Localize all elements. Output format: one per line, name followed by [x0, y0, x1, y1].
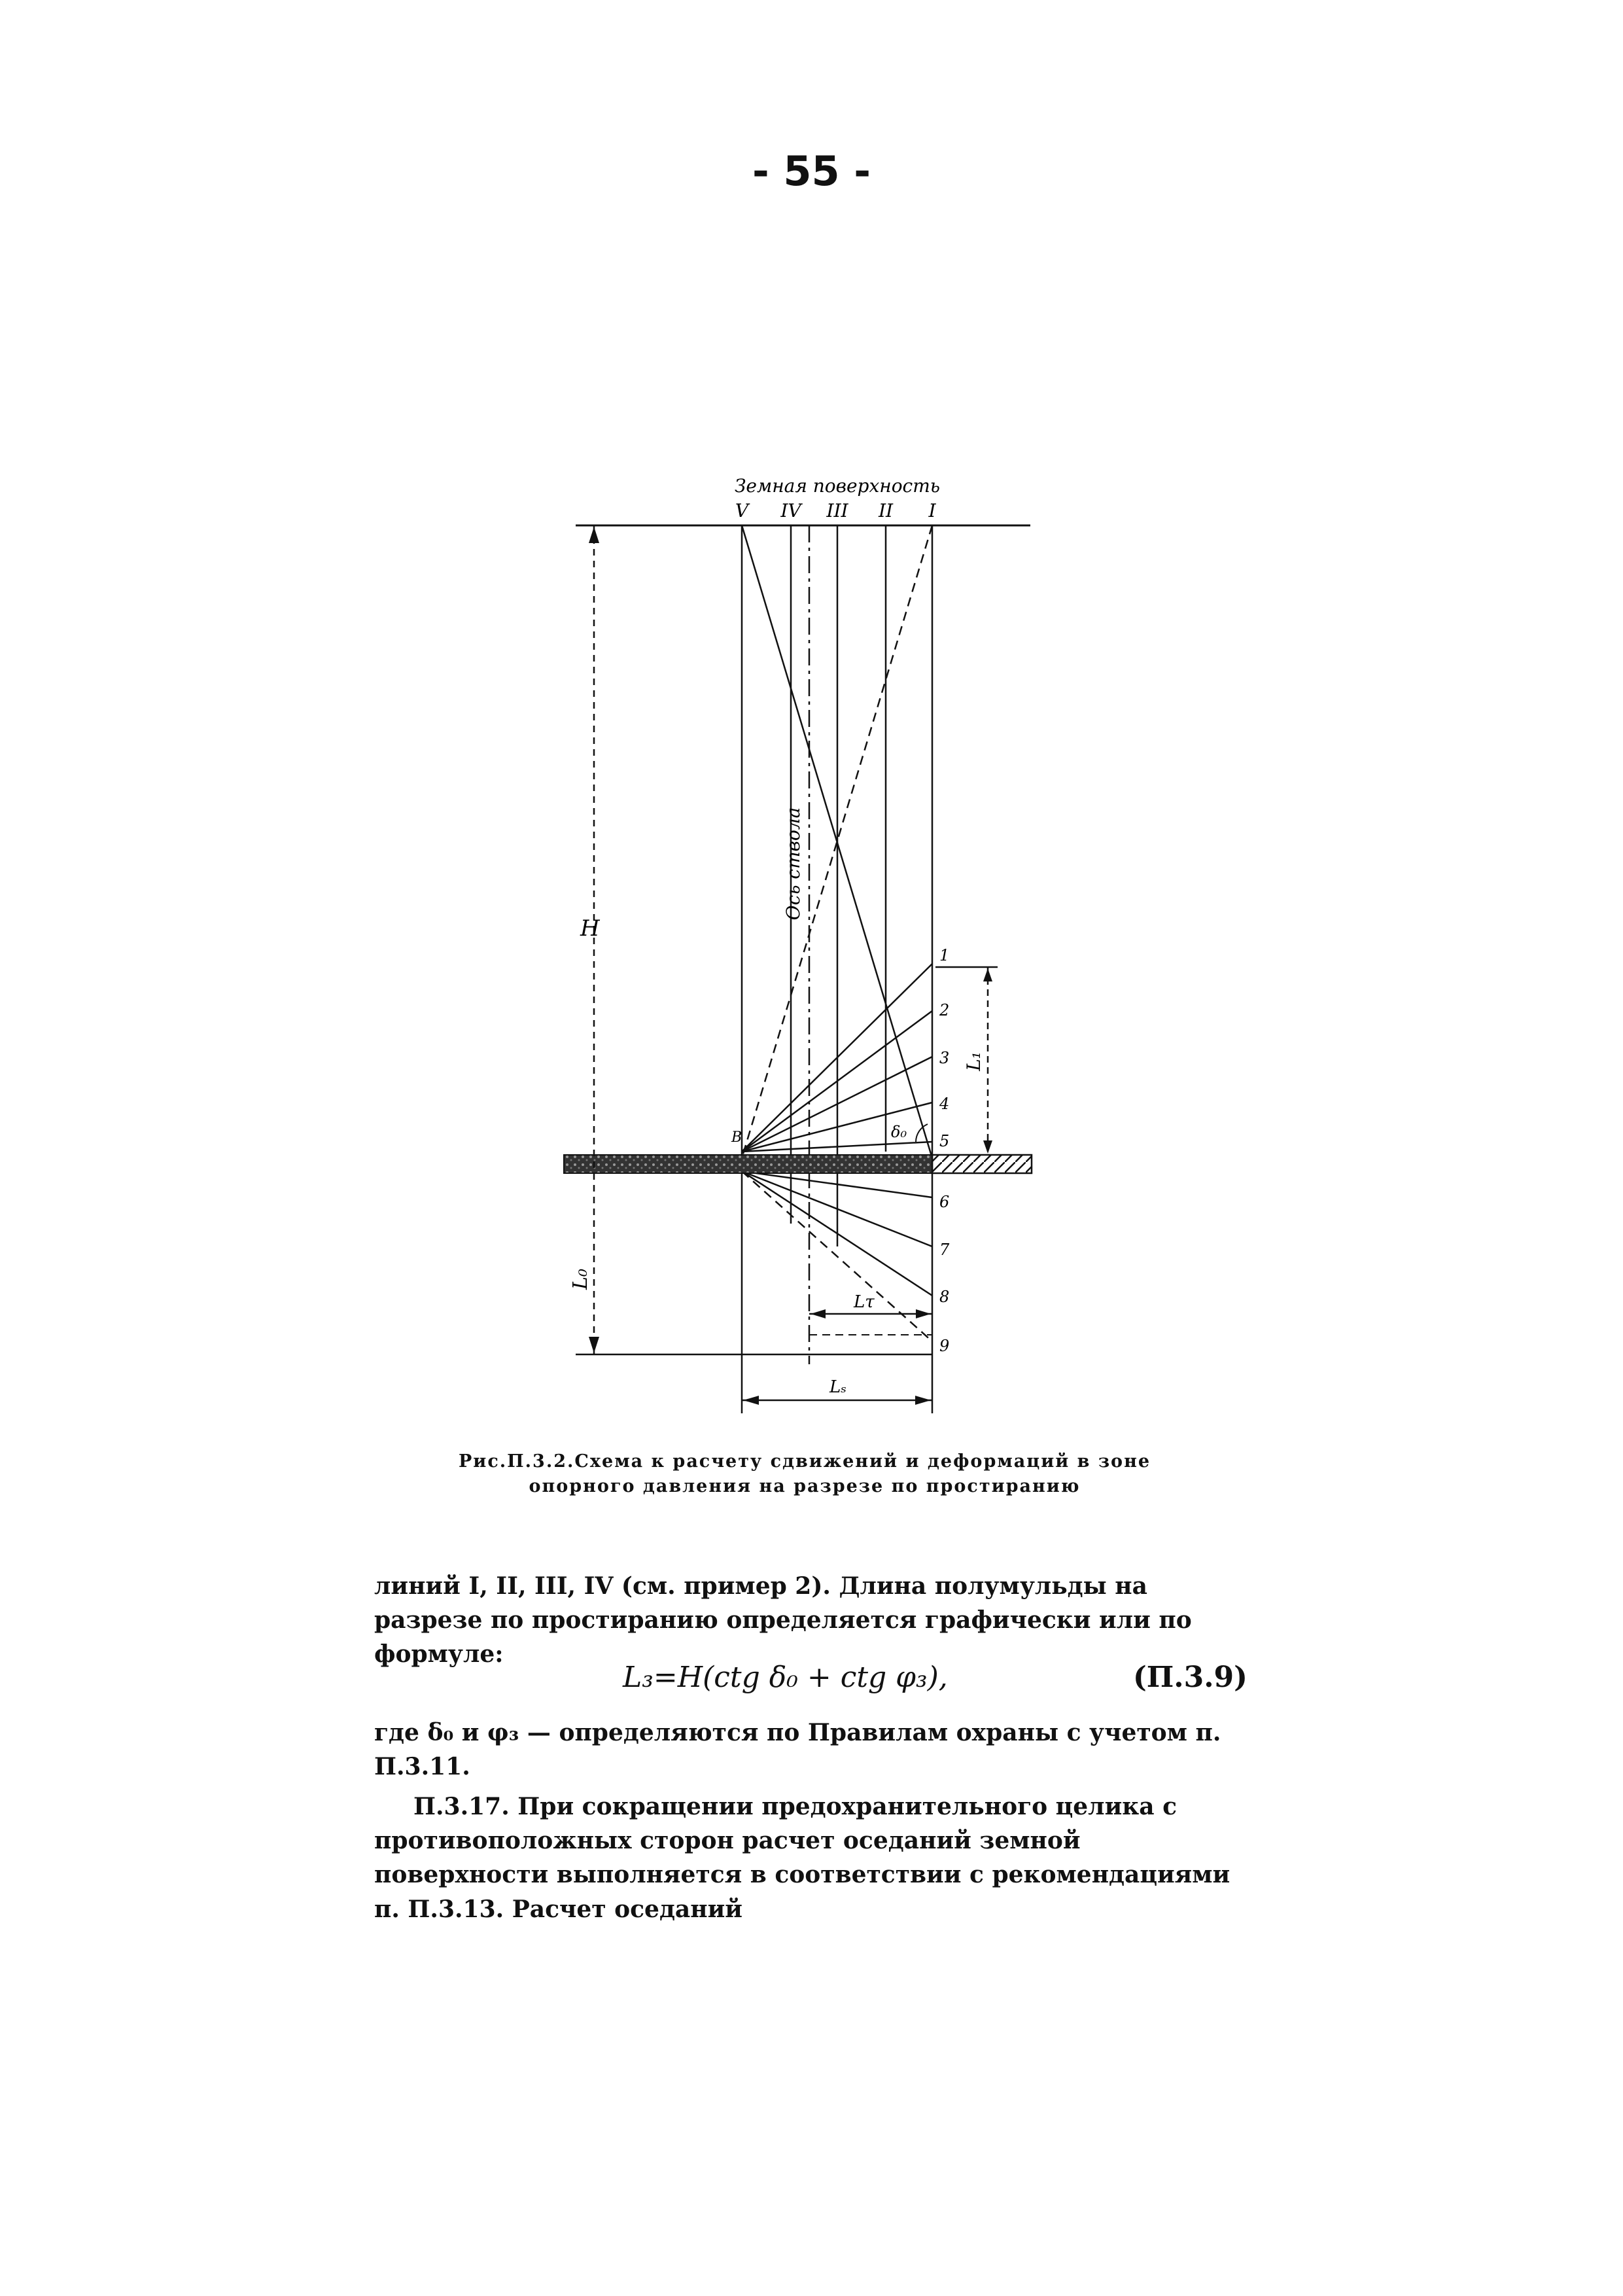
- ray-number: 3: [939, 1049, 950, 1067]
- ray-number: 6: [939, 1193, 950, 1211]
- ray-number: 5: [939, 1132, 950, 1150]
- formula-number: (П.3.9): [1132, 1661, 1248, 1694]
- shaft-axis-label: Ось ствола: [782, 807, 804, 921]
- seam-worked-out: [564, 1155, 932, 1173]
- surface-label: Земная поверхность: [734, 475, 941, 497]
- paragraph-2: где δ₀ и φ₃ — определяются по Правилам охраны с учетом п. П.3.11.: [374, 1719, 1221, 1781]
- h-label: H: [580, 915, 600, 942]
- page-number: - 55 -: [752, 147, 871, 195]
- line-label-v: V: [735, 500, 749, 521]
- line-label-ii: II: [878, 500, 894, 521]
- l1-arrow-top: [983, 968, 992, 981]
- ls-label: Lₛ: [829, 1377, 847, 1397]
- lt-arrow-left: [811, 1309, 826, 1318]
- formula-row: [374, 1661, 1251, 1700]
- line-label-iii: III: [826, 500, 848, 521]
- h-arrow-top: [589, 527, 599, 543]
- paragraph-3: П.3.17. При сокращении предохранительного целика с противоположных сторон расчет оседаний земной поверхности выполняется в соответствии с рекомендациями п. П.3.13. Расчет оседаний: [374, 1793, 1230, 1923]
- delta-angle-label: δ₀: [891, 1123, 907, 1141]
- formula-expression: L₃=H(ctg δ₀ + ctg φ₃),: [623, 1661, 948, 1694]
- l1-label: L₁: [963, 1051, 985, 1071]
- line-label-iv: IV: [780, 500, 801, 521]
- figure-caption: Рис.П.3.2.Схема к расчету сдвижений и деформаций в зоне опорного давления на разрезе по простиранию: [458, 1451, 1151, 1496]
- lt-label: Lτ: [854, 1292, 875, 1312]
- ray-number: 8: [939, 1288, 950, 1306]
- ls-arrow-right: [915, 1396, 931, 1405]
- seam-pillar: [932, 1155, 1032, 1173]
- lt-arrow-right: [916, 1309, 931, 1318]
- l1-arrow-bottom: [983, 1140, 992, 1154]
- ray-number: 7: [939, 1241, 950, 1259]
- paragraph-1: линий I, II, III, IV (см. пример 2). Длина полумульды на разрезе по простиранию определяется графически или по формуле:: [374, 1572, 1192, 1669]
- line-label-i: I: [928, 500, 936, 521]
- point-b-label: B: [731, 1129, 742, 1146]
- l0-label: L₀: [569, 1269, 592, 1290]
- h-arrow-bottom: [589, 1337, 599, 1353]
- ray-number: 9: [939, 1337, 950, 1355]
- ray-number: 1: [939, 946, 950, 964]
- ray-number: 4: [939, 1095, 950, 1113]
- ray-number: 2: [939, 1001, 950, 1019]
- ls-arrow-left: [743, 1396, 759, 1405]
